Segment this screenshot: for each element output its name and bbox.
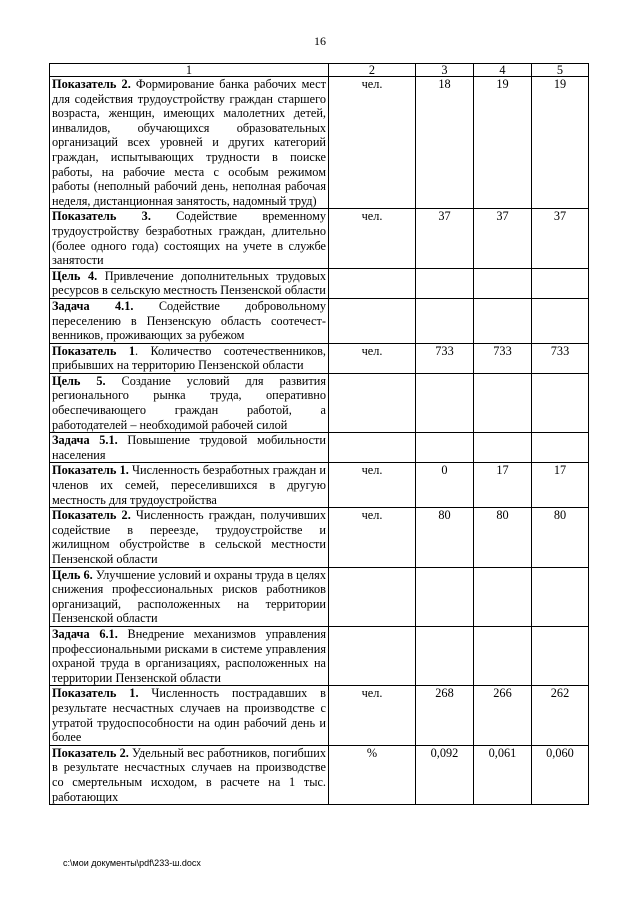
unit-cell (329, 433, 416, 463)
table-header-row (50, 64, 589, 77)
row-text: Создание условий для развития регионального рынка труда, оперативно обеспечивающего граждан работой, а работодателей – необходимой рабочей силой (52, 373, 326, 432)
header-cell-1: 1 (50, 64, 329, 77)
row-lead-label: Показатель 1 (52, 343, 135, 358)
table-row (50, 567, 589, 626)
value-col5-cell (532, 268, 589, 298)
row-description (50, 343, 329, 373)
value-col3-cell: 37 (416, 209, 474, 268)
indicators-table (49, 63, 589, 805)
value-col3-cell (416, 373, 474, 432)
table-row (50, 343, 589, 373)
table-row (50, 298, 589, 343)
value-col4-cell: 0,061 (474, 745, 532, 804)
value-col5-cell (532, 626, 589, 685)
value-col4-cell: 19 (474, 77, 532, 209)
row-description (50, 373, 329, 432)
value-col4-cell (474, 567, 532, 626)
value-col5-cell: 37 (532, 209, 589, 268)
value-col3-cell (416, 268, 474, 298)
unit-cell: чел. (329, 463, 416, 508)
value-col5-cell: 0,060 (532, 745, 589, 804)
row-description (50, 626, 329, 685)
unit-cell: чел. (329, 508, 416, 567)
value-col4-cell: 17 (474, 463, 532, 508)
row-description (50, 463, 329, 508)
row-description (50, 209, 329, 268)
table-row (50, 433, 589, 463)
unit-cell: чел. (329, 209, 416, 268)
value-col5-cell (532, 567, 589, 626)
row-text: Повышение трудовой мобильности населения (52, 433, 326, 462)
value-col4-cell: 37 (474, 209, 532, 268)
value-col5-cell: 19 (532, 77, 589, 209)
value-col5-cell: 80 (532, 508, 589, 567)
value-col3-cell (416, 433, 474, 463)
table-row (50, 463, 589, 508)
row-lead-label: Цель 4. (52, 268, 98, 283)
header-cell-3: 3 (416, 64, 474, 77)
row-lead-label: Показатель 1. (52, 463, 129, 478)
value-col3-cell: 18 (416, 77, 474, 209)
table-row (50, 268, 589, 298)
value-col3-cell: 733 (416, 343, 474, 373)
table-row (50, 209, 589, 268)
header-cell-5: 5 (532, 64, 589, 77)
unit-cell: чел. (329, 77, 416, 209)
value-col4-cell (474, 433, 532, 463)
value-col4-cell (474, 626, 532, 685)
row-description (50, 686, 329, 745)
value-col4-cell: 733 (474, 343, 532, 373)
value-col4-cell: 266 (474, 686, 532, 745)
file-path-footer: c:\мои документы\pdf\233-ш.docx (63, 858, 201, 868)
value-col5-cell (532, 298, 589, 343)
row-description (50, 508, 329, 567)
table-row (50, 745, 589, 804)
value-col5-cell (532, 373, 589, 432)
unit-cell: % (329, 745, 416, 804)
unit-cell (329, 567, 416, 626)
value-col4-cell (474, 298, 532, 343)
value-col4-cell (474, 268, 532, 298)
value-col3-cell (416, 567, 474, 626)
row-description (50, 745, 329, 804)
row-lead-label: Задача 6.1. (52, 626, 118, 641)
unit-cell (329, 268, 416, 298)
row-description (50, 567, 329, 626)
table-row (50, 508, 589, 567)
value-col4-cell: 80 (474, 508, 532, 567)
value-col3-cell: 0,092 (416, 745, 474, 804)
row-lead-label: Показатель 2. (52, 745, 129, 760)
value-col3-cell (416, 298, 474, 343)
value-col3-cell (416, 626, 474, 685)
header-cell-2: 2 (329, 64, 416, 77)
row-text: Привлечение дополнительных трудовых ресурсов в сельскую местность Пензенской области (52, 268, 326, 298)
table-row (50, 626, 589, 685)
unit-cell: чел. (329, 686, 416, 745)
unit-cell (329, 626, 416, 685)
unit-cell (329, 298, 416, 343)
row-lead-label: Показатель 3. (52, 209, 151, 224)
value-col5-cell: 733 (532, 343, 589, 373)
row-lead-label: Показатель 2. (52, 77, 131, 91)
row-description (50, 77, 329, 209)
value-col3-cell: 268 (416, 686, 474, 745)
row-lead-label: Цель 5. (52, 373, 106, 388)
row-text: Улучшение условий и охраны труда в целях снижения профессиональных рисков работников организаций, расположенных на территории Пензенской области (52, 567, 326, 626)
row-text: Внедрение механизмов управления профессиональными рисками в системе управления охраной труда в организациях, расположенных на территории Пензенской области (52, 626, 327, 685)
row-text: Удельный вес работников, погибших в результате несчастных случаев на производстве со смертельным исходом, в расчете на 1 тыс. работающих (52, 745, 326, 804)
row-text: Численность безработных граждан и членов их семей, переселившихся в другую местность для трудоустройства (52, 463, 326, 507)
value-col5-cell: 262 (532, 686, 589, 745)
row-text: Численность пострадавших в результате несчастных случаев на производстве с утратой трудоспособности на один рабочий день и более (52, 686, 326, 745)
row-lead-label: Задача 4.1. (52, 298, 134, 313)
unit-cell: чел. (329, 343, 416, 373)
row-description (50, 433, 329, 463)
table-row (50, 77, 589, 209)
value-col3-cell: 0 (416, 463, 474, 508)
header-cell-4: 4 (474, 64, 532, 77)
row-text: Численность граждан, получивших содействие в переезде, трудоустройстве и жилищном обустройстве в сельской местности Пензенской области (52, 508, 327, 566)
table-row (50, 686, 589, 745)
row-lead-label: Показатель 2. (52, 508, 131, 523)
row-text: Содействие временному трудоустройству безработных граждан, длительно (более одного года) состоящих на учете в службе занятости (52, 209, 327, 268)
row-text: Содействие добровольному переселению в Пензенскую область соотечественников, проживающих за рубежом (52, 298, 327, 343)
row-lead-label: Задача 5.1. (52, 433, 118, 448)
value-col5-cell (532, 433, 589, 463)
unit-cell (329, 373, 416, 432)
value-col4-cell (474, 373, 532, 432)
row-text: . Количество соотечественников, прибывших на территорию Пензенской области (52, 343, 326, 373)
value-col3-cell: 80 (416, 508, 474, 567)
page-number: 16 (314, 34, 326, 48)
table-row (50, 373, 589, 432)
row-lead-label: Показатель 1. (52, 686, 139, 701)
row-description (50, 298, 329, 343)
row-description (50, 268, 329, 298)
value-col5-cell: 17 (532, 463, 589, 508)
row-lead-label: Цель 6. (52, 567, 93, 582)
row-text: Формирование банка рабочих мест для содействия трудоустройству граждан старшего возраста, женщин, имеющих малолетних детей, инвалидов, обучающихся образовательных организаций всех уровней и других категорий граждан, испытывающих трудности в поиске работы, на рабочие места с особым режимом работы (неполный рабочий день, неполная рабочая неделя, дистанционная занятость, надомный труд) (52, 77, 326, 208)
